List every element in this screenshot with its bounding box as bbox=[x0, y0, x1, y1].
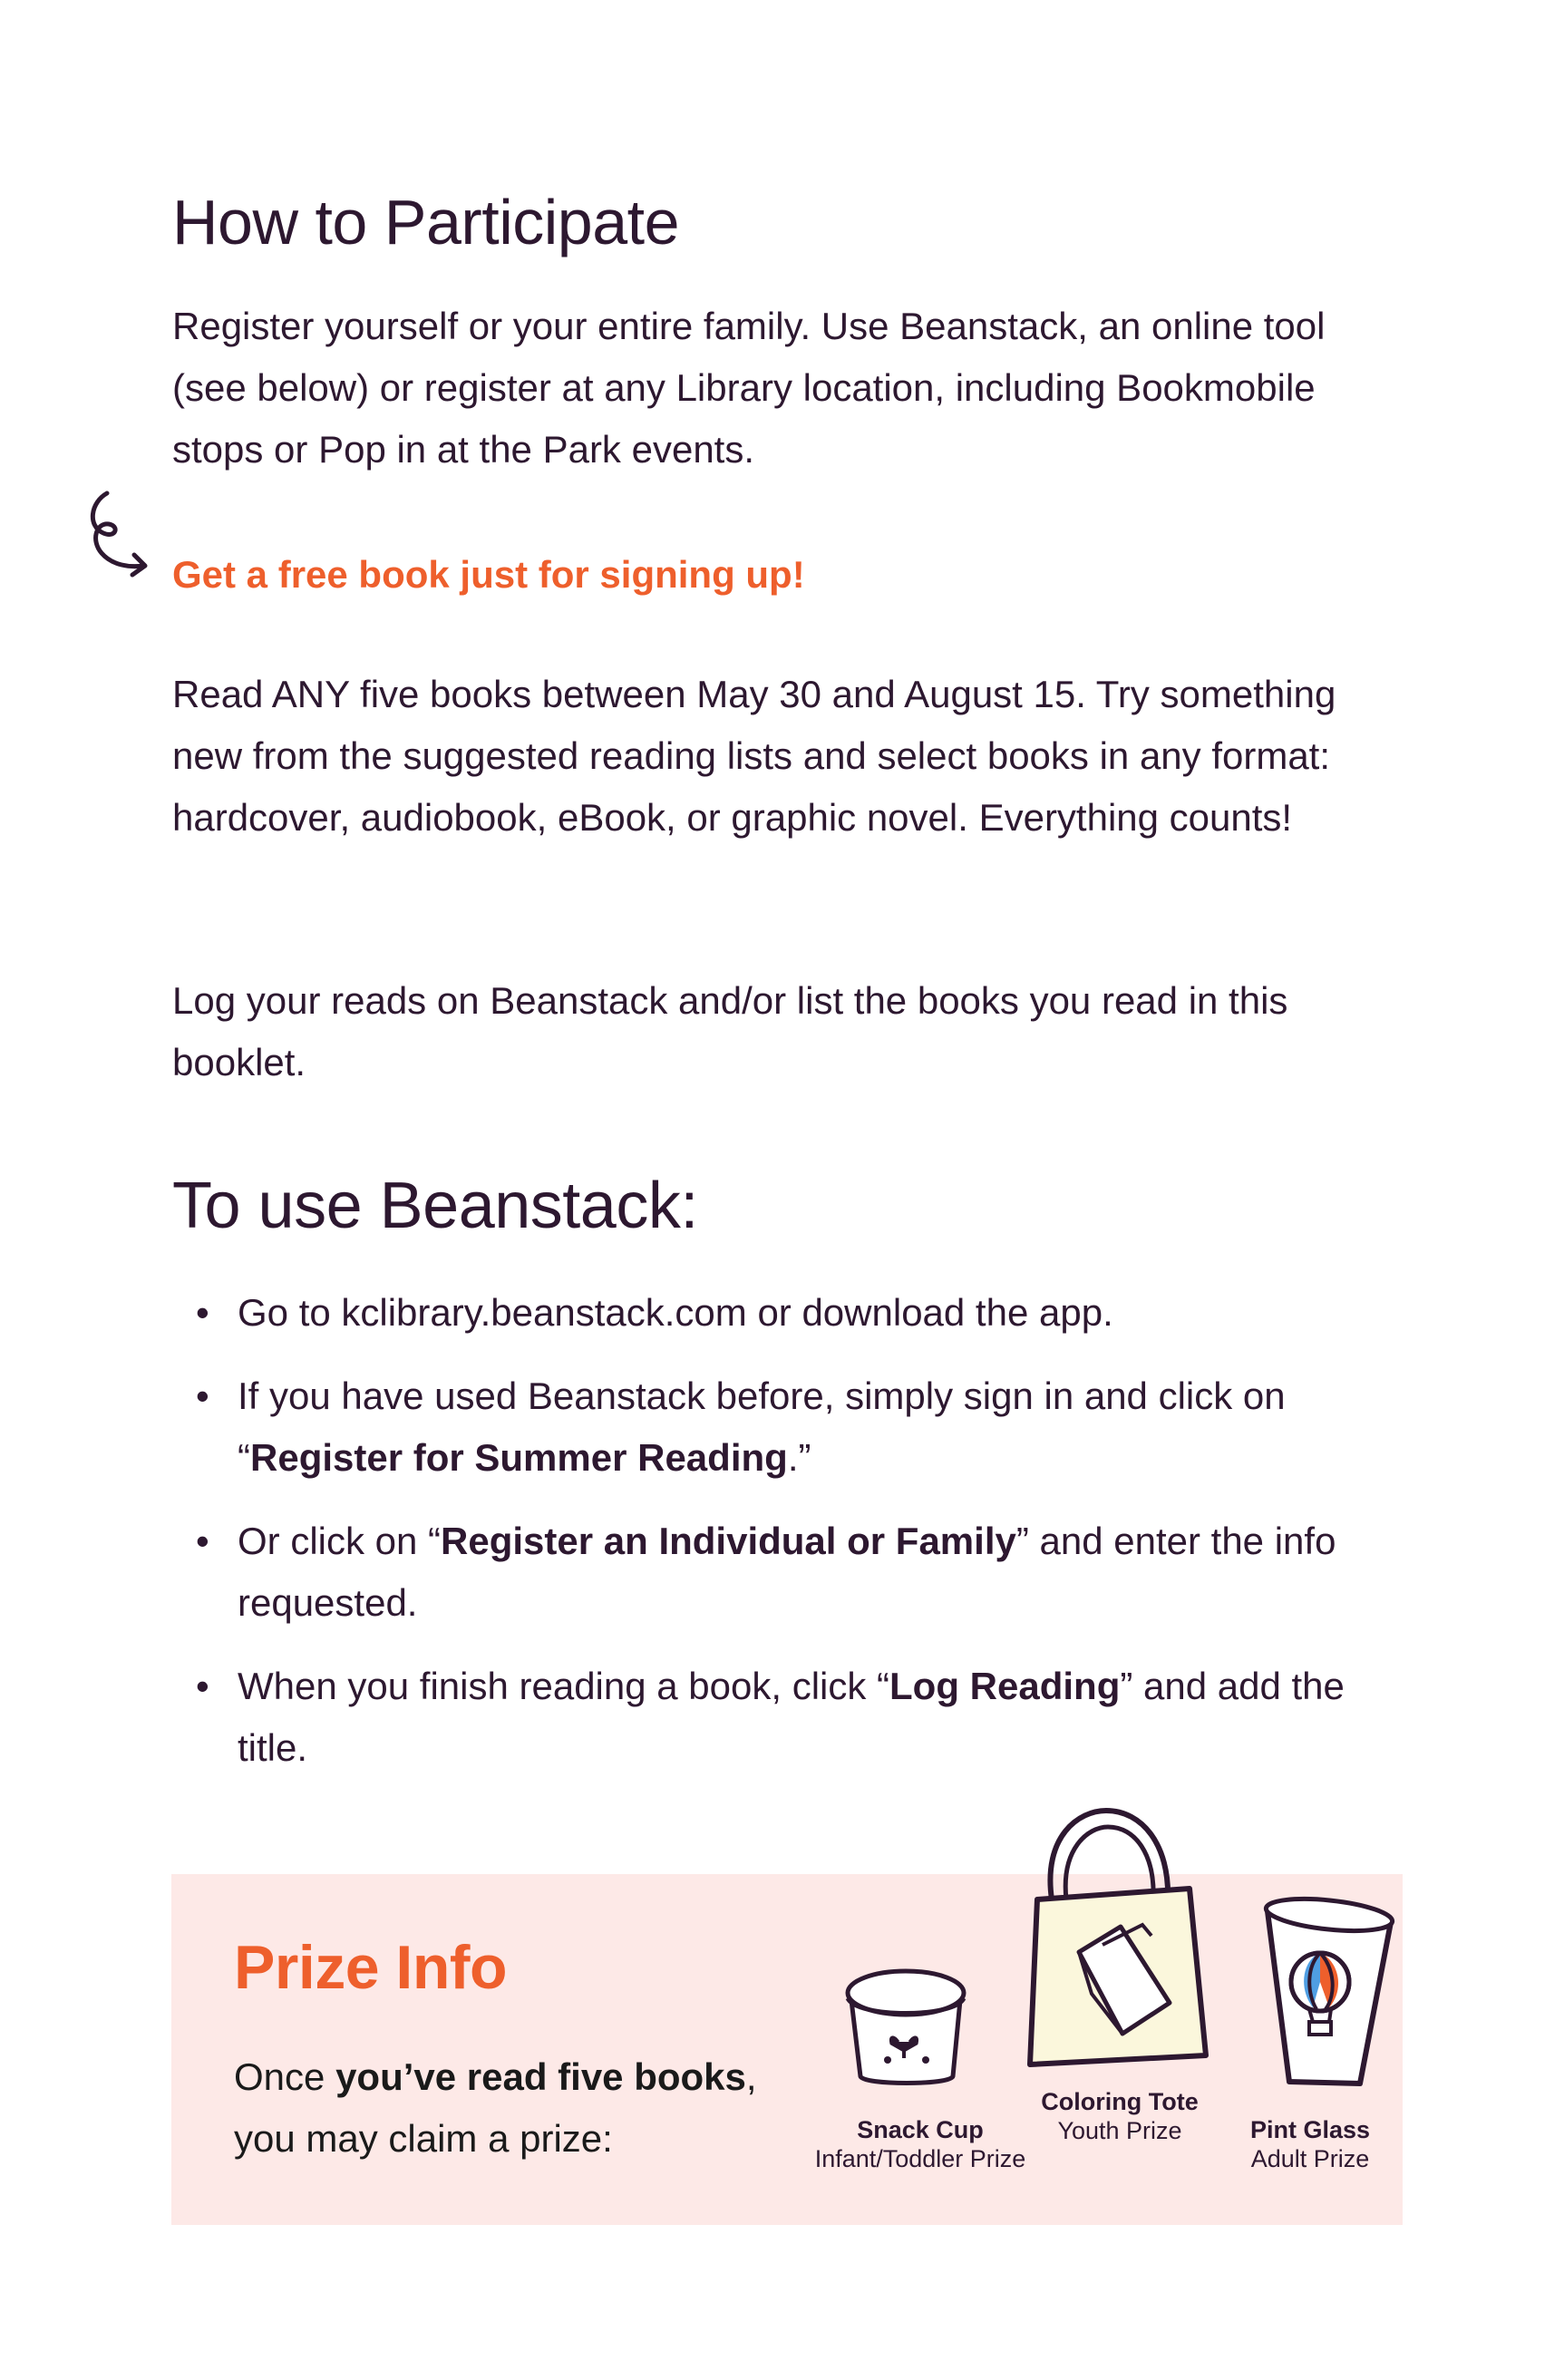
list-item bbox=[172, 1365, 1351, 1489]
beanstack-heading: To use Beanstack: bbox=[172, 1170, 698, 1242]
step-text: .” bbox=[787, 1436, 811, 1479]
bullet-icon: • bbox=[196, 1665, 209, 1707]
step-text: Or click on “ bbox=[238, 1520, 442, 1562]
prize-text-post: , you may claim a prize: bbox=[234, 2055, 757, 2160]
prize-name: Snack Cup bbox=[857, 2116, 984, 2143]
prize-text-pre: Once bbox=[234, 2055, 336, 2098]
prize-text-bold: you’ve read five books bbox=[335, 2055, 746, 2098]
list-item bbox=[172, 1656, 1351, 1779]
curly-arrow-icon bbox=[83, 490, 156, 580]
free-book-callout: Get a free book just for signing up! bbox=[172, 553, 805, 596]
list-item bbox=[172, 1511, 1351, 1634]
list-item bbox=[172, 1282, 1351, 1344]
prize-tier: Adult Prize bbox=[1250, 2145, 1370, 2172]
pint-glass-label bbox=[1206, 2115, 1414, 2173]
bullet-icon: • bbox=[196, 1520, 209, 1562]
step-emphasis: Log Reading bbox=[889, 1665, 1121, 1707]
prize-tier: Youth Prize bbox=[1057, 2117, 1182, 2144]
bullet-icon: • bbox=[196, 1375, 209, 1417]
prize-claim-text bbox=[234, 2046, 814, 2170]
bullet-icon: • bbox=[196, 1291, 209, 1334]
prize-name: Coloring Tote bbox=[1041, 2088, 1199, 2115]
step-emphasis: Register an Individual or Family bbox=[441, 1520, 1016, 1562]
snack-cup-icon bbox=[839, 1958, 975, 2094]
prize-tier: Infant/Toddler Prize bbox=[814, 2145, 1026, 2172]
beanstack-steps-list bbox=[172, 1282, 1351, 1801]
step-emphasis: Register for Summer Reading bbox=[250, 1436, 788, 1479]
tote-bag-icon bbox=[1015, 1809, 1215, 2067]
step-text: Go to kclibrary.beanstack.com or download the app. bbox=[238, 1291, 1113, 1334]
step-text: ” and add the title. bbox=[238, 1665, 1345, 1769]
how-to-participate-heading: How to Participate bbox=[172, 187, 680, 257]
step-text: When you finish reading a book, click “ bbox=[238, 1665, 890, 1707]
log-reads-paragraph: Log your reads on Beanstack and/or list the books you read in this booklet. bbox=[172, 979, 1288, 1083]
prize-info-heading: Prize Info bbox=[234, 1933, 508, 2002]
prize-name: Pint Glass bbox=[1249, 2116, 1371, 2143]
reading-requirement-paragraph: Read ANY five books between May 30 and August 15. Try something new from the suggested reading lists and select books in any format: hardcover, audiobook, eBook, or graphic novel. Everything counts! bbox=[172, 673, 1336, 839]
step-text: If you have used Beanstack before, simply sign in and click on “ bbox=[238, 1375, 1286, 1479]
step-text: ” and enter the info requested. bbox=[238, 1520, 1336, 1624]
registration-paragraph: Register yourself or your entire family. Use Beanstack, an online tool (see below) or register at any Library location, including Bookmobile stops or Pop in at the Park events. bbox=[172, 305, 1326, 471]
pint-glass-icon bbox=[1260, 1895, 1396, 2090]
